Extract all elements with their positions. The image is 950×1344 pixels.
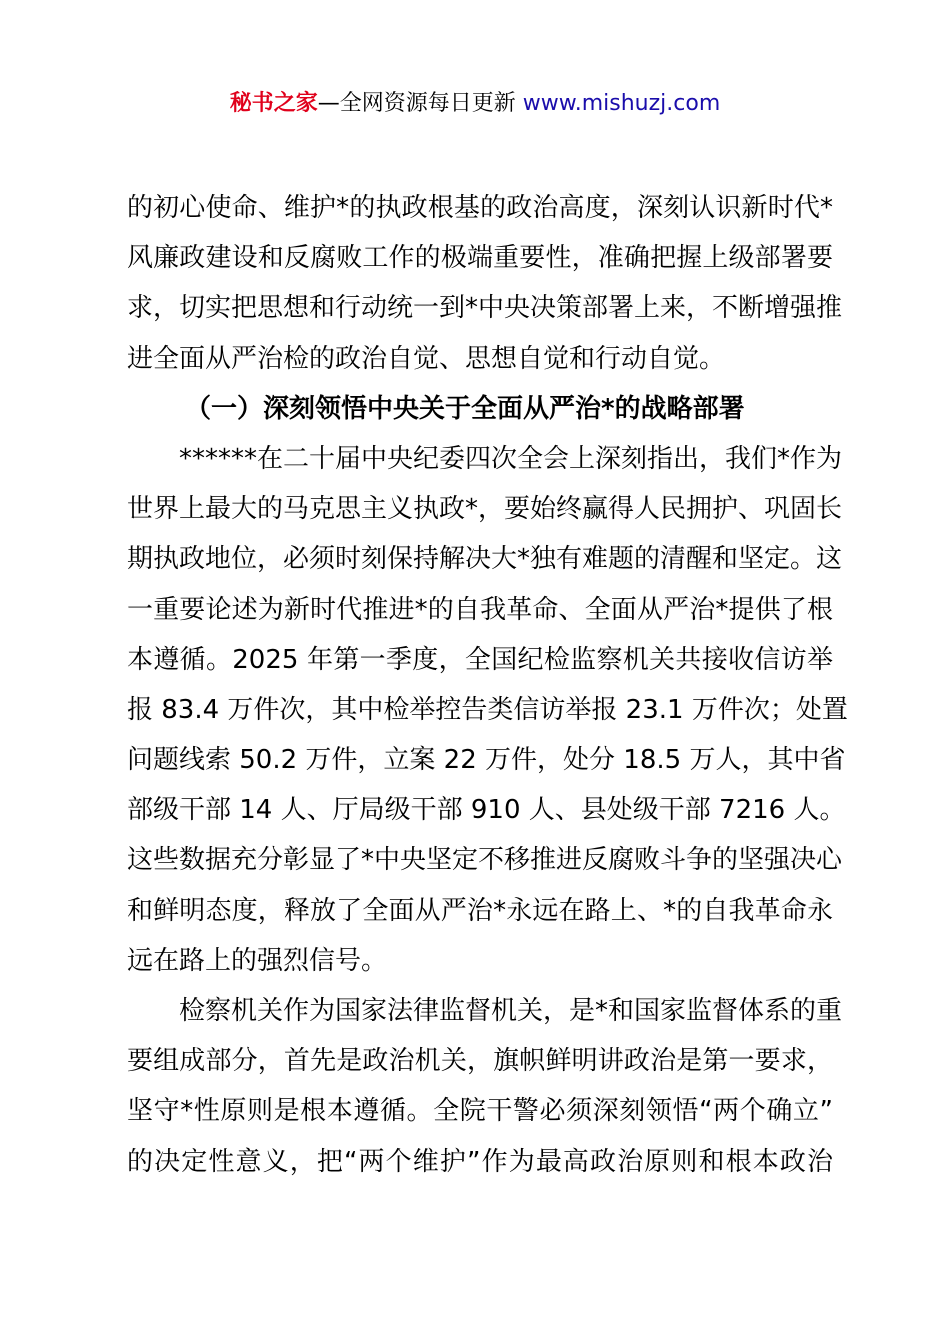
body-line: 坚守*性原则是根本遵循。全院干警必须深刻领悟“两个确立” (127, 1096, 833, 1127)
body-line: 期执政地位，必须时刻保持解决大*独有难题的清醒和坚定。这 (127, 544, 843, 575)
brand-name: 秘书之家 (229, 91, 318, 116)
body-line: 的初心使命、维护*的执政根基的政治高度，深刻认识新时代* (127, 193, 833, 223)
body-line: 风廉政建设和反腐败工作的极端重要性，准确把握上级部署要 (127, 243, 833, 274)
body-line: 进全面从严治检的政治自觉、思想自觉和行动自觉。 (127, 343, 726, 374)
body-line: 本遵循。2025 年第一季度，全国纪检监察机关共接收信访举 (127, 644, 833, 675)
body-line: ******在二十届中央纪委四次全会上深刻指出，我们*作为 (179, 443, 843, 474)
body-line: 远在路上的强烈信号。 (127, 945, 388, 976)
body-line: 求，切实把思想和行动统一到*中央决策部署上来，不断增强推 (127, 293, 843, 324)
body-line: 的决定性意义，把“两个维护”作为最高政治原则和根本政治 (127, 1146, 833, 1177)
body-line: 这些数据充分彰显了*中央坚定不移推进反腐败斗争的坚强决心 (127, 845, 843, 876)
body-line: 部级干部 14 人、厅局级干部 910 人、县处级干部 7216 人。 (127, 795, 846, 826)
section-heading: （一）深刻领悟中央关于全面从严治*的战略部署 (185, 393, 745, 424)
document-body (127, 183, 848, 1187)
body-line: 问题线索 50.2 万件，立案 22 万件，处分 18.5 万人，其中省 (127, 745, 846, 776)
header-tagline: —全网资源每日更新 (317, 91, 523, 116)
site-url-link[interactable]: www.mishuzj.com (522, 91, 721, 116)
body-line: 检察机关作为国家法律监督机关，是*和国家监督体系的重 (179, 996, 843, 1026)
body-line: 一重要论述为新时代推进*的自我革命、全面从严治*提供了根 (127, 594, 833, 625)
body-line: 世界上最大的马克思主义执政*，要始终赢得人民拥护、巩固长 (127, 494, 843, 525)
body-line: 和鲜明态度，释放了全面从严治*永远在路上、*的自我革命永 (127, 895, 833, 926)
body-line: 要组成部分，首先是政治机关，旗帜鲜明讲政治是第一要求， (127, 1046, 833, 1077)
page-header (0, 86, 950, 122)
body-line: 报 83.4 万件次，其中检举控告类信访举报 23.1 万件次；处置 (127, 694, 848, 725)
